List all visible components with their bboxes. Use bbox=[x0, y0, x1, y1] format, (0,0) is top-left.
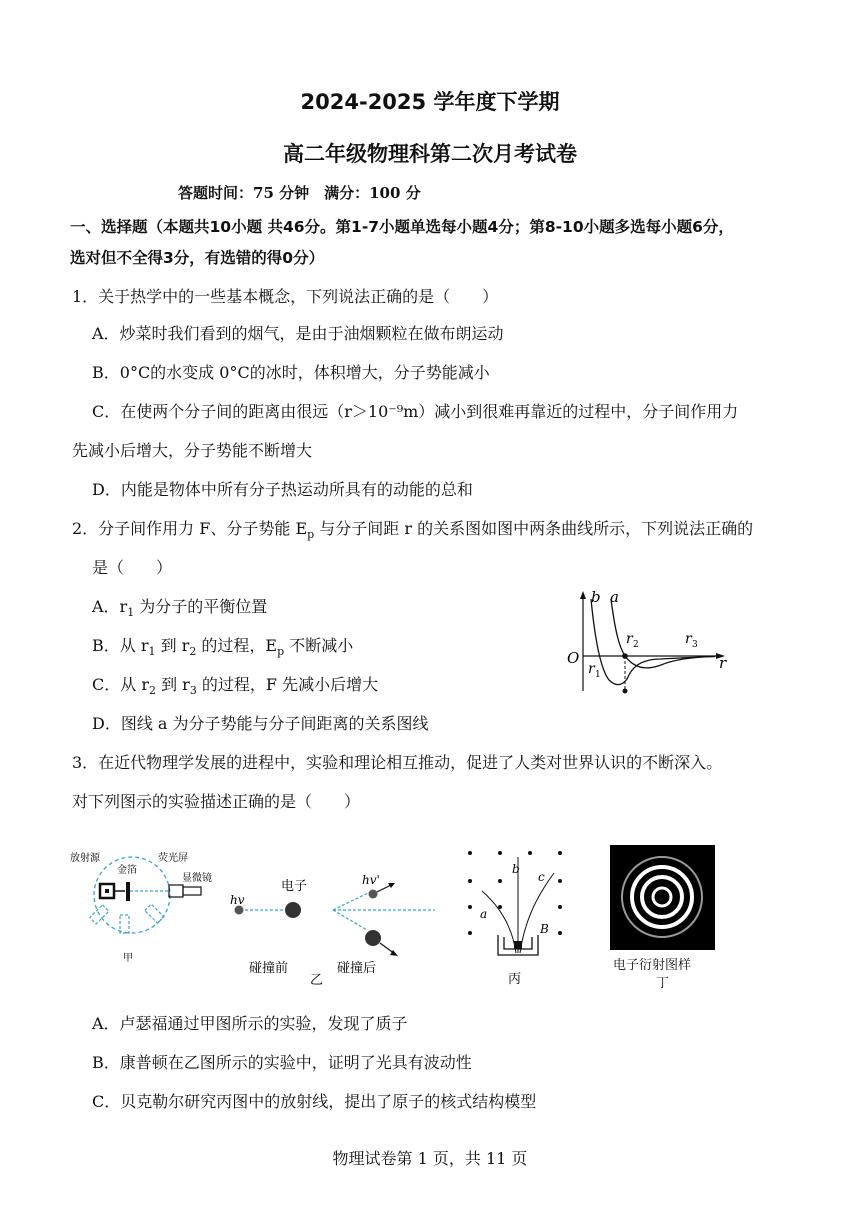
svg-text:荧光屏: 荧光屏 bbox=[158, 853, 188, 864]
figure-yi-compton bbox=[225, 852, 445, 987]
q3-stem-cont: 对下列图示的实验描述正确的是（ ） bbox=[72, 792, 361, 811]
svg-text:甲: 甲 bbox=[123, 953, 133, 964]
exam-title: 高二年级物理科第二次月考试卷 bbox=[283, 142, 577, 166]
q2-option-b: B．从 $r_1$ 到 $r_2$ 的过程，$E_p$ 不断减小 bbox=[92, 636, 354, 659]
svg-text:1: 1 bbox=[595, 670, 601, 680]
q3-option-a: A．卢瑟福通过甲图所示的实验，发现了质子 bbox=[92, 1014, 408, 1033]
q1-option-c: C．在使两个分子间的距离由很远（r＞10⁻⁹m）减小到很难再靠近的过程中，分子间作用力 bbox=[92, 402, 739, 421]
svg-text:金箔: 金箔 bbox=[117, 865, 137, 876]
svg-text:a: a bbox=[480, 907, 488, 921]
svg-text:丙: 丙 bbox=[508, 972, 522, 985]
figure-jia-rutherford bbox=[70, 845, 220, 965]
svg-text:r: r bbox=[719, 654, 727, 672]
figure-ding-caption: 电子衍射图样 bbox=[613, 958, 692, 973]
section-heading-line2: 选对但不全得3分，有选错的得0分） bbox=[70, 249, 325, 267]
svg-text:放射源: 放射源 bbox=[70, 853, 100, 864]
figure-bing-radiation bbox=[458, 845, 578, 985]
svg-text:O: O bbox=[567, 649, 580, 667]
svg-text:r: r bbox=[588, 661, 595, 677]
q1-option-b: B．0°C的水变成 0°C的冰时，体积增大，分子势能减小 bbox=[92, 363, 490, 382]
q3-option-b: B．康普顿在乙图所示的实验中，证明了光具有波动性 bbox=[92, 1053, 472, 1072]
q2-option-c: C．从 $r_2$ 到 $r_3$ 的过程，F 先减小后增大 bbox=[92, 675, 379, 698]
svg-text:r: r bbox=[626, 631, 633, 647]
svg-text:hv': hv' bbox=[362, 873, 380, 887]
figure-ding-label: 丁 bbox=[656, 976, 670, 991]
svg-text:碰撞前: 碰撞前 bbox=[249, 961, 289, 976]
svg-text:hv: hv bbox=[230, 893, 245, 907]
svg-text:显微镜: 显微镜 bbox=[182, 873, 212, 884]
svg-text:3: 3 bbox=[692, 640, 698, 650]
q2-option-d: D．图线 a 为分子势能与分子间距离的关系图线 bbox=[92, 714, 429, 733]
force-potential-graph bbox=[565, 585, 730, 700]
q3-option-c: C．贝克勒尔研究丙图中的放射线，提出了原子的核式结构模型 bbox=[92, 1092, 537, 1111]
q1-option-a: A．炒菜时我们看到的烟气，是由于油烟颗粒在做布朗运动 bbox=[92, 324, 504, 343]
svg-text:B: B bbox=[540, 922, 549, 936]
q2-stem: 2．分子间作用力 F、分子势能 $E_p$ 与分子间距 r 的关系图如图中两条曲线所示，下列说法正确的 bbox=[72, 519, 754, 542]
svg-text:r: r bbox=[685, 631, 692, 647]
figure-ding-diffraction bbox=[610, 845, 715, 950]
exam-meta: 答题时间：75 分钟 满分：100 分 bbox=[178, 184, 421, 202]
exam-year-title: 2024-2025 学年度下学期 bbox=[300, 90, 560, 114]
svg-text:碰撞后: 碰撞后 bbox=[337, 961, 377, 976]
page-footer: 物理试卷第 1 页，共 11 页 bbox=[332, 1149, 528, 1168]
svg-text:2: 2 bbox=[633, 640, 639, 650]
svg-text:a: a bbox=[610, 588, 619, 606]
section-heading-line1: 一、选择题（本题共10小题 共46分。第1-7小题单选每小题4分；第8-10小题多选每小题6分， bbox=[70, 218, 734, 236]
q2-stem-cont: 是（ ） bbox=[92, 558, 173, 577]
svg-text:电子: 电子 bbox=[281, 879, 308, 894]
svg-text:乙: 乙 bbox=[310, 973, 324, 987]
svg-text:b: b bbox=[591, 588, 601, 606]
q1-option-d: D．内能是物体中所有分子热运动所具有的动能的总和 bbox=[92, 480, 473, 499]
svg-text:b: b bbox=[512, 862, 520, 876]
q1-option-c-cont: 先减小后增大，分子势能不断增大 bbox=[72, 441, 313, 460]
svg-text:c: c bbox=[538, 870, 545, 884]
q3-stem: 3．在近代物理学发展的进程中，实验和理论相互推动，促进了人类对世界认识的不断深入。 bbox=[72, 753, 723, 772]
q1-stem: 1．关于热学中的一些基本概念，下列说法正确的是（ ） bbox=[72, 287, 499, 306]
q2-option-a: A．$r_1$ 为分子的平衡位置 bbox=[92, 597, 268, 620]
